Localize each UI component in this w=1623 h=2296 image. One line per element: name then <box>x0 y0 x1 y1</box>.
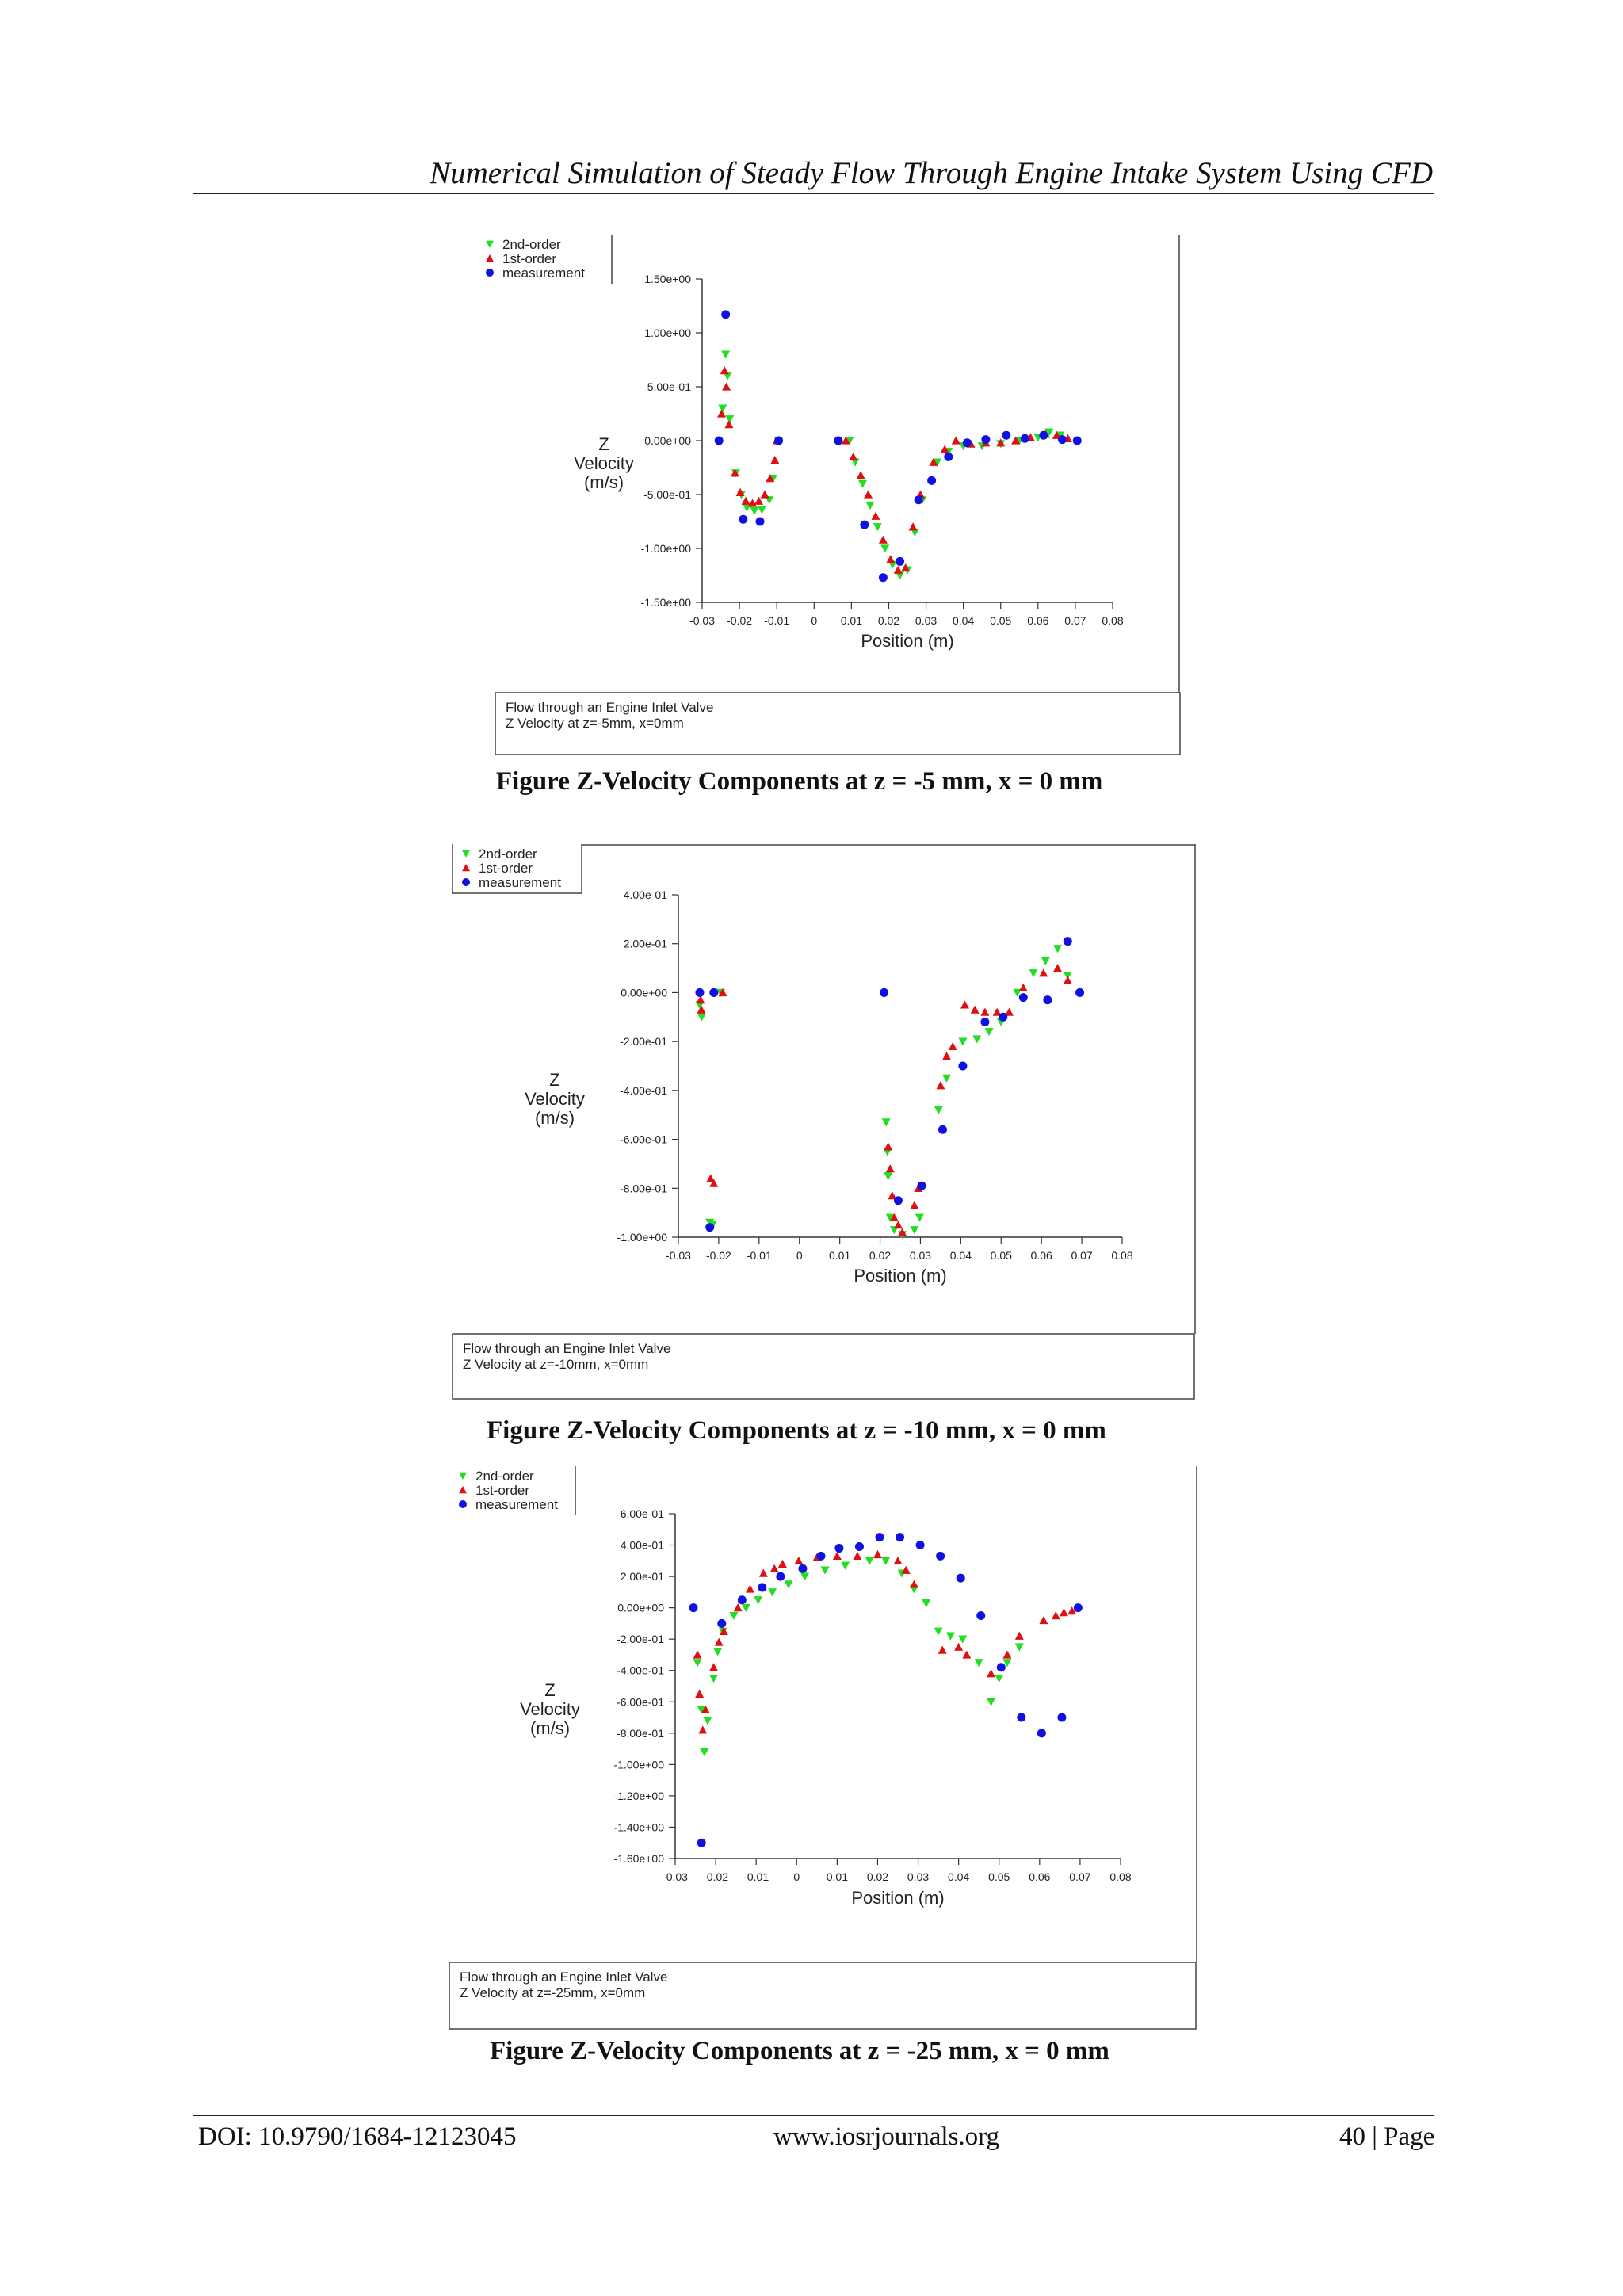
point-1st-order <box>910 1201 918 1209</box>
y-axis-label: (m/s) <box>534 1108 575 1128</box>
point-measurement <box>917 1182 926 1190</box>
point-measurement <box>721 310 730 319</box>
y-tick-label: -1.00e+00 <box>617 1231 667 1244</box>
point-measurement <box>1019 993 1028 1002</box>
point-1st-order <box>879 536 888 544</box>
point-measurement <box>1074 1603 1083 1612</box>
point-1st-order <box>715 1638 724 1646</box>
y-tick-label: -2.00e-01 <box>620 1035 667 1049</box>
chart-axes <box>617 888 1133 1262</box>
point-measurement <box>1073 437 1082 445</box>
y-tick-label: -8.00e-01 <box>617 1726 664 1740</box>
point-1st-order <box>952 437 960 445</box>
point-1st-order <box>894 1557 903 1564</box>
point-1st-order <box>894 1221 903 1228</box>
chart-points <box>689 1533 1082 1847</box>
point-2nd-order <box>987 1698 995 1706</box>
point-1st-order <box>698 1725 707 1733</box>
x-tick-label: -0.03 <box>666 1249 691 1262</box>
y-tick-label: 2.00e-01 <box>620 1570 664 1584</box>
point-measurement <box>834 1544 843 1553</box>
point-2nd-order <box>865 1557 874 1565</box>
point-2nd-order <box>700 1748 708 1756</box>
point-measurement <box>755 518 764 526</box>
point-measurement <box>927 476 936 485</box>
legend-marker-1st-order <box>459 1486 467 1493</box>
y-axis-label: Z <box>598 434 609 454</box>
y-tick-label: -1.20e+00 <box>613 1789 664 1802</box>
point-2nd-order <box>915 1214 924 1222</box>
point-measurement <box>915 495 923 504</box>
legend-label-2nd-order: 2nd-order <box>502 237 561 252</box>
point-2nd-order <box>750 507 758 515</box>
x-tick-label: 0.04 <box>949 1249 972 1262</box>
x-tick-label: 0 <box>793 1870 800 1883</box>
y-tick-label: -4.00e-01 <box>620 1083 667 1097</box>
point-1st-order <box>962 1650 971 1658</box>
point-2nd-order <box>754 1596 762 1604</box>
point-2nd-order <box>958 1037 967 1045</box>
legend-label-1st-order: 1st-order <box>502 251 557 266</box>
point-1st-order <box>794 1557 803 1564</box>
point-measurement <box>896 1533 904 1541</box>
chart-svg <box>452 844 1198 1401</box>
point-2nd-order <box>865 502 874 510</box>
legend-marker-measurement <box>486 269 494 277</box>
point-1st-order <box>778 1560 787 1568</box>
chart-legend <box>459 1466 575 1515</box>
point-measurement <box>876 1533 884 1541</box>
legend-label-1st-order: 1st-order <box>479 861 533 876</box>
point-measurement <box>981 435 990 444</box>
point-1st-order <box>864 491 873 499</box>
y-tick-label: 1.50e+00 <box>644 273 691 285</box>
point-2nd-order <box>934 1628 943 1636</box>
chart-info-box <box>449 1962 1196 2029</box>
point-2nd-order <box>880 544 889 552</box>
chart-info-line: Z Velocity at z=-25mm, x=0mm <box>460 1985 646 2000</box>
point-2nd-order <box>881 1557 890 1565</box>
x-tick-label: 0.03 <box>907 1870 930 1883</box>
x-tick-label: -0.02 <box>703 1870 729 1883</box>
point-2nd-order <box>942 1075 951 1083</box>
point-measurement <box>758 1583 766 1591</box>
point-1st-order <box>857 471 865 479</box>
point-1st-order <box>942 1052 951 1060</box>
x-tick-label: 0.02 <box>877 614 900 627</box>
y-tick-label: -1.00e+00 <box>640 542 691 555</box>
point-1st-order <box>873 1550 882 1558</box>
x-tick-label: -0.03 <box>689 614 715 627</box>
figure-1-chart <box>475 235 1182 756</box>
point-1st-order <box>761 491 769 499</box>
chart-info-line: Z Velocity at z=-10mm, x=0mm <box>463 1357 649 1372</box>
x-tick-label: -0.03 <box>663 1870 688 1883</box>
y-axis-label: Z <box>549 1070 560 1090</box>
point-1st-order <box>722 383 731 391</box>
figure-3-chart <box>449 1466 1198 2030</box>
footer-rule <box>193 2115 1434 2116</box>
point-2nd-order <box>910 1226 918 1234</box>
chart-svg <box>475 235 1182 756</box>
x-axis-label: Position (m) <box>861 631 954 651</box>
footer-page-number: 40 | Page <box>1339 2122 1435 2151</box>
legend-marker-measurement <box>462 878 470 886</box>
point-measurement <box>774 437 783 445</box>
point-measurement <box>1002 431 1010 440</box>
point-measurement <box>879 573 888 582</box>
point-2nd-order <box>742 1604 750 1612</box>
y-axis-label: Velocity <box>574 453 634 473</box>
point-1st-order <box>936 1081 945 1089</box>
point-2nd-order <box>709 1675 718 1683</box>
point-2nd-order <box>713 1648 722 1656</box>
point-1st-order <box>697 1006 706 1014</box>
chart-svg <box>449 1466 1198 2030</box>
point-2nd-order <box>821 1567 830 1575</box>
point-2nd-order <box>768 1588 777 1596</box>
point-measurement <box>1043 995 1052 1004</box>
point-measurement <box>957 1574 965 1583</box>
point-measurement <box>689 1603 697 1612</box>
point-2nd-order <box>693 1659 702 1667</box>
point-2nd-order <box>697 1014 706 1022</box>
legend-marker-2nd-order <box>462 850 470 858</box>
point-1st-order <box>724 420 733 428</box>
point-measurement <box>709 988 718 997</box>
point-1st-order <box>1015 1632 1024 1640</box>
y-tick-label: 6.00e-01 <box>620 1507 664 1520</box>
legend-label-measurement: measurement <box>475 1497 558 1512</box>
legend-marker-2nd-order <box>459 1473 467 1480</box>
y-tick-label: -2.00e-01 <box>617 1633 664 1646</box>
figure-2-chart <box>452 844 1198 1401</box>
legend-marker-measurement <box>459 1500 467 1508</box>
legend-marker-2nd-order <box>486 241 494 248</box>
x-tick-label: 0.04 <box>953 614 975 627</box>
point-1st-order <box>770 1564 779 1572</box>
point-1st-order <box>938 1646 947 1654</box>
x-tick-label: 0.01 <box>826 1870 848 1883</box>
point-1st-order <box>987 1669 995 1677</box>
point-2nd-order <box>934 1106 943 1114</box>
x-tick-label: 0.08 <box>1102 614 1124 627</box>
x-axis-label: Position (m) <box>851 1888 945 1908</box>
point-2nd-order <box>995 1675 1003 1683</box>
x-tick-label: 0.05 <box>990 614 1012 627</box>
x-tick-label: 0.08 <box>1109 1870 1132 1883</box>
point-2nd-order <box>858 480 867 488</box>
point-1st-order <box>746 1584 754 1592</box>
point-2nd-order <box>841 1562 850 1570</box>
point-1st-order <box>1052 1611 1060 1619</box>
point-1st-order <box>759 1569 768 1577</box>
point-1st-order <box>980 1008 989 1016</box>
header-rule <box>193 193 1434 194</box>
figure-1-caption: Figure Z-Velocity Components at z = -5 mm, x = 0 mm <box>496 767 1103 796</box>
point-measurement <box>1058 435 1067 444</box>
chart-legend <box>452 844 582 893</box>
point-1st-order <box>693 1650 702 1658</box>
chart-legend <box>486 235 612 284</box>
x-tick-label: 0.02 <box>869 1249 892 1262</box>
point-measurement <box>936 1552 945 1561</box>
point-2nd-order <box>730 1612 739 1620</box>
point-measurement <box>1075 988 1084 997</box>
point-1st-order <box>720 366 729 374</box>
x-tick-label: 0.04 <box>948 1870 970 1883</box>
x-tick-label: 0 <box>796 1249 803 1262</box>
point-1st-order <box>871 512 880 520</box>
y-axis-label: Velocity <box>520 1699 580 1719</box>
point-1st-order <box>1039 1616 1048 1624</box>
point-measurement <box>816 1552 825 1561</box>
y-tick-label: -1.60e+00 <box>613 1852 664 1865</box>
point-2nd-order <box>1029 969 1038 977</box>
point-measurement <box>944 453 953 461</box>
y-tick-label: 0.00e+00 <box>621 986 667 999</box>
chart-info-line: Flow through an Engine Inlet Valve <box>506 700 714 715</box>
point-1st-order <box>949 1042 957 1050</box>
point-1st-order <box>886 555 895 563</box>
x-tick-label: 0.06 <box>1027 614 1049 627</box>
point-2nd-order <box>975 1659 983 1667</box>
point-1st-order <box>1002 1650 1011 1658</box>
x-tick-label: 0.06 <box>1029 1870 1051 1883</box>
x-tick-label: -0.01 <box>743 1870 769 1883</box>
point-1st-order <box>849 453 857 460</box>
legend-label-2nd-order: 2nd-order <box>479 846 537 861</box>
point-measurement <box>997 1663 1006 1671</box>
x-tick-label: 0.05 <box>988 1870 1010 1883</box>
legend-marker-1st-order <box>462 864 470 871</box>
point-1st-order <box>853 1552 861 1560</box>
point-2nd-order <box>721 351 730 359</box>
point-2nd-order <box>800 1572 809 1580</box>
point-1st-order <box>695 1690 704 1698</box>
point-1st-order <box>1039 968 1048 976</box>
y-axis-label: (m/s) <box>529 1718 571 1738</box>
point-measurement <box>963 438 972 447</box>
y-tick-label: -4.00e-01 <box>617 1664 664 1677</box>
chart-axes <box>614 1507 1132 1883</box>
y-tick-label: -8.00e-01 <box>620 1182 667 1195</box>
y-axis-label: Z <box>544 1680 556 1700</box>
point-2nd-order <box>946 1633 955 1641</box>
point-2nd-order <box>785 1580 793 1588</box>
point-measurement <box>697 1839 706 1847</box>
point-measurement <box>894 1196 903 1205</box>
point-1st-order <box>1060 1608 1068 1616</box>
point-1st-order <box>884 1142 892 1150</box>
x-tick-label: 0.07 <box>1071 1249 1093 1262</box>
point-2nd-order <box>985 1028 994 1036</box>
y-tick-label: -1.50e+00 <box>640 596 691 609</box>
point-measurement <box>798 1564 807 1573</box>
point-measurement <box>705 1223 714 1232</box>
point-2nd-order <box>882 1118 891 1126</box>
point-1st-order <box>1019 984 1028 991</box>
y-axis-label: Velocity <box>525 1089 585 1109</box>
y-tick-label: 0.00e+00 <box>617 1601 664 1614</box>
point-measurement <box>999 1013 1007 1022</box>
y-axis-label: (m/s) <box>583 472 624 492</box>
point-measurement <box>938 1125 947 1134</box>
point-2nd-order <box>758 506 766 514</box>
point-measurement <box>1037 1729 1046 1737</box>
point-2nd-order <box>703 1717 712 1725</box>
point-measurement <box>739 515 747 524</box>
point-measurement <box>715 437 724 445</box>
point-measurement <box>896 557 904 566</box>
x-tick-label: 0.01 <box>829 1249 851 1262</box>
point-2nd-order <box>884 1172 892 1180</box>
point-measurement <box>855 1542 864 1551</box>
point-1st-order <box>960 1000 969 1008</box>
footer-website: www.iosrjournals.org <box>773 2122 1000 2151</box>
y-tick-label: -6.00e-01 <box>620 1133 667 1146</box>
point-measurement <box>738 1595 747 1604</box>
point-1st-order <box>734 1603 743 1611</box>
chart-points <box>715 310 1082 582</box>
x-axis-label: Position (m) <box>854 1266 947 1286</box>
chart-info-line: Flow through an Engine Inlet Valve <box>460 1969 668 1985</box>
y-tick-label: -1.40e+00 <box>613 1820 664 1834</box>
point-2nd-order <box>1041 957 1050 965</box>
y-tick-label: -5.00e-01 <box>643 488 691 501</box>
point-measurement <box>1064 937 1072 946</box>
point-measurement <box>860 521 869 529</box>
point-1st-order <box>971 1006 980 1014</box>
point-2nd-order <box>922 1599 930 1607</box>
x-tick-label: -0.02 <box>727 614 753 627</box>
point-measurement <box>980 1018 989 1026</box>
legend-label-2nd-order: 2nd-order <box>475 1469 534 1484</box>
point-measurement <box>880 988 888 997</box>
point-2nd-order <box>1053 945 1062 953</box>
point-2nd-order <box>873 523 882 531</box>
point-measurement <box>1017 1713 1025 1722</box>
x-tick-label: -0.01 <box>764 614 790 627</box>
x-tick-label: -0.01 <box>746 1249 772 1262</box>
y-tick-label: -6.00e-01 <box>617 1695 664 1709</box>
x-tick-label: 0 <box>811 614 818 627</box>
point-measurement <box>717 1619 726 1628</box>
x-tick-label: 0.08 <box>1111 1249 1133 1262</box>
x-tick-label: 0.07 <box>1069 1870 1091 1883</box>
footer-doi: DOI: 10.9790/1684-12123045 <box>198 2122 517 2151</box>
x-tick-label: -0.02 <box>705 1249 731 1262</box>
point-1st-order <box>954 1643 963 1651</box>
y-tick-label: 4.00e-01 <box>623 888 667 901</box>
point-measurement <box>1021 434 1029 443</box>
legend-marker-1st-order <box>486 254 494 262</box>
figure-3-caption: Figure Z-Velocity Components at z = -25 mm, x = 0 mm <box>490 2037 1109 2065</box>
legend-label-measurement: measurement <box>502 266 585 281</box>
point-measurement <box>834 437 842 445</box>
legend-label-measurement: measurement <box>479 875 561 890</box>
point-1st-order <box>910 1580 918 1587</box>
x-tick-label: 0.03 <box>915 614 938 627</box>
x-tick-label: 0.06 <box>1030 1249 1052 1262</box>
chart-info-box <box>495 693 1180 755</box>
y-tick-label: 1.00e+00 <box>644 327 691 339</box>
point-1st-order <box>909 522 918 530</box>
chart-info-line: Z Velocity at z=-5mm, x=0mm <box>506 716 684 731</box>
point-1st-order <box>1064 976 1072 984</box>
point-1st-order <box>717 410 726 418</box>
point-1st-order <box>709 1663 718 1671</box>
point-measurement <box>976 1611 985 1620</box>
point-measurement <box>916 1541 925 1549</box>
point-1st-order <box>770 456 779 464</box>
chart-points <box>695 937 1084 1239</box>
point-1st-order <box>742 497 750 505</box>
point-2nd-order <box>972 1035 981 1043</box>
x-tick-label: 0.05 <box>990 1249 1012 1262</box>
point-2nd-order <box>958 1636 967 1644</box>
y-tick-label: 2.00e-01 <box>623 937 667 950</box>
point-measurement <box>1039 431 1048 440</box>
point-1st-order <box>894 566 903 574</box>
point-1st-order <box>1053 964 1062 972</box>
x-tick-label: 0.02 <box>866 1870 889 1883</box>
y-tick-label: 4.00e-01 <box>620 1538 664 1552</box>
point-measurement <box>958 1062 967 1071</box>
x-tick-label: 0.01 <box>840 614 862 627</box>
y-tick-label: 0.00e+00 <box>644 434 691 447</box>
point-measurement <box>776 1572 785 1581</box>
chart-info-line: Flow through an Engine Inlet Valve <box>463 1341 671 1356</box>
x-tick-label: 0.03 <box>909 1249 932 1262</box>
point-measurement <box>695 988 704 997</box>
y-tick-label: 5.00e-01 <box>647 380 691 393</box>
legend-label-1st-order: 1st-order <box>475 1483 530 1498</box>
figure-2-caption: Figure Z-Velocity Components at z = -10 mm, x = 0 mm <box>487 1416 1106 1445</box>
running-header: Numerical Simulation of Steady Flow Through Engine Intake System Using CFD <box>430 156 1433 190</box>
point-measurement <box>1057 1713 1066 1722</box>
chart-info-box <box>453 1334 1194 1399</box>
y-tick-label: -1.00e+00 <box>613 1758 664 1771</box>
point-1st-order <box>833 1552 842 1560</box>
point-2nd-order <box>1015 1643 1024 1651</box>
x-tick-label: 0.07 <box>1064 614 1086 627</box>
point-1st-order <box>886 1164 895 1172</box>
